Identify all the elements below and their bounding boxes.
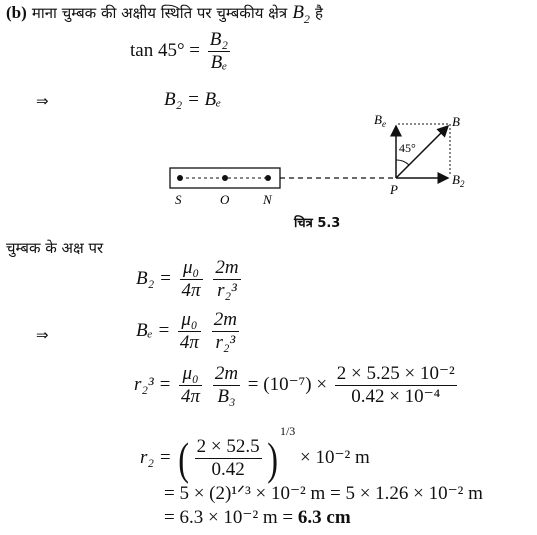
- label-b2: $B_2$: [452, 172, 465, 189]
- eq1-lhs: tan 45° =: [130, 40, 201, 62]
- implies-symbol-2: ⇒: [36, 326, 49, 344]
- eq3-frac2: $\frac{2m}{\text{r₂³}}$: [215, 257, 239, 301]
- eq6-tail: × 10⁻² m: [300, 447, 370, 468]
- eq5-frac2: $\frac{2m}{\text{B₃}}$: [214, 363, 239, 407]
- figure-5-3: [160, 108, 520, 224]
- equation-b2: [136, 258, 244, 302]
- center-dot-o: [222, 175, 228, 181]
- eq5-frac1: $\frac{\text{μ₀}}{4\pi}$: [181, 363, 201, 407]
- left-paren: (: [178, 432, 190, 484]
- figure-caption: चित्र 5.3: [294, 216, 341, 231]
- eq5-lhs: r₂³ =: [134, 374, 172, 396]
- label-angle: 45°: [399, 141, 416, 155]
- label-b: B: [452, 114, 460, 129]
- eq6-lhs: r₂ =: [140, 447, 172, 468]
- implies-symbol-1: ⇒: [36, 92, 49, 110]
- label-be: $B_e$: [374, 112, 386, 129]
- eq5-frac3: $\frac{\text{2 × 5.25 × 10⁻²}}{\text{0.42 × 10⁻⁴}}$: [336, 363, 455, 407]
- pole-dot-s: [177, 175, 183, 181]
- label-n: N: [263, 192, 272, 207]
- pole-dot-n: [265, 175, 271, 181]
- equation-b2-equals-be: B₂ = Bₑ: [164, 89, 222, 110]
- final-answer: 6.3 cm: [297, 507, 351, 528]
- eq1-den: Bₑ: [208, 51, 230, 74]
- eq1-num: B₂: [209, 29, 228, 50]
- angle-arc: [396, 160, 409, 165]
- equation-final: [164, 506, 351, 529]
- eq3-lhs: B₂ =: [136, 268, 172, 290]
- right-paren: ): [266, 432, 278, 484]
- label-p: P: [390, 182, 398, 197]
- part-label: (b): [6, 3, 27, 22]
- label-o: O: [220, 192, 230, 207]
- eq5-mid: = (10⁻⁷) ×: [247, 374, 328, 396]
- header-tail: है: [315, 4, 323, 22]
- eq4-frac1: $\frac{\text{μ₀}}{4\pi}$: [179, 309, 199, 353]
- eq1-fraction: [208, 30, 230, 74]
- header-line: [6, 2, 323, 27]
- label-s: S: [175, 192, 182, 207]
- header-text: माना चुम्बक की अक्षीय स्थिति पर चुम्बकीय क्षेत्र: [31, 4, 288, 22]
- equation-be: [136, 310, 242, 354]
- eq4-lhs: Bₑ =: [136, 320, 171, 342]
- eq4-frac2: $\frac{2m}{\text{r₂³}}$: [213, 309, 237, 353]
- equation-r2-cubed: [134, 364, 460, 408]
- eq3-frac1: $\frac{\text{μ₀}}{4\pi}$: [181, 257, 201, 301]
- eq8-pre: = 6.3 × 10⁻² m =: [164, 507, 294, 528]
- header-symbol: $B_2$: [292, 2, 310, 26]
- equation-r2: [140, 424, 370, 482]
- equation-tan45: [130, 30, 233, 74]
- eq6-exponent: 1/3: [279, 424, 296, 438]
- axis-heading: चुम्बक के अक्ष पर: [6, 239, 104, 257]
- equation-step-7: = 5 × (2)¹ᐟ³ × 10⁻² m = 5 × 1.26 × 10⁻² m: [164, 483, 483, 504]
- eq6-frac: $\frac{2 \times 52.5}{0.42}$: [196, 435, 260, 480]
